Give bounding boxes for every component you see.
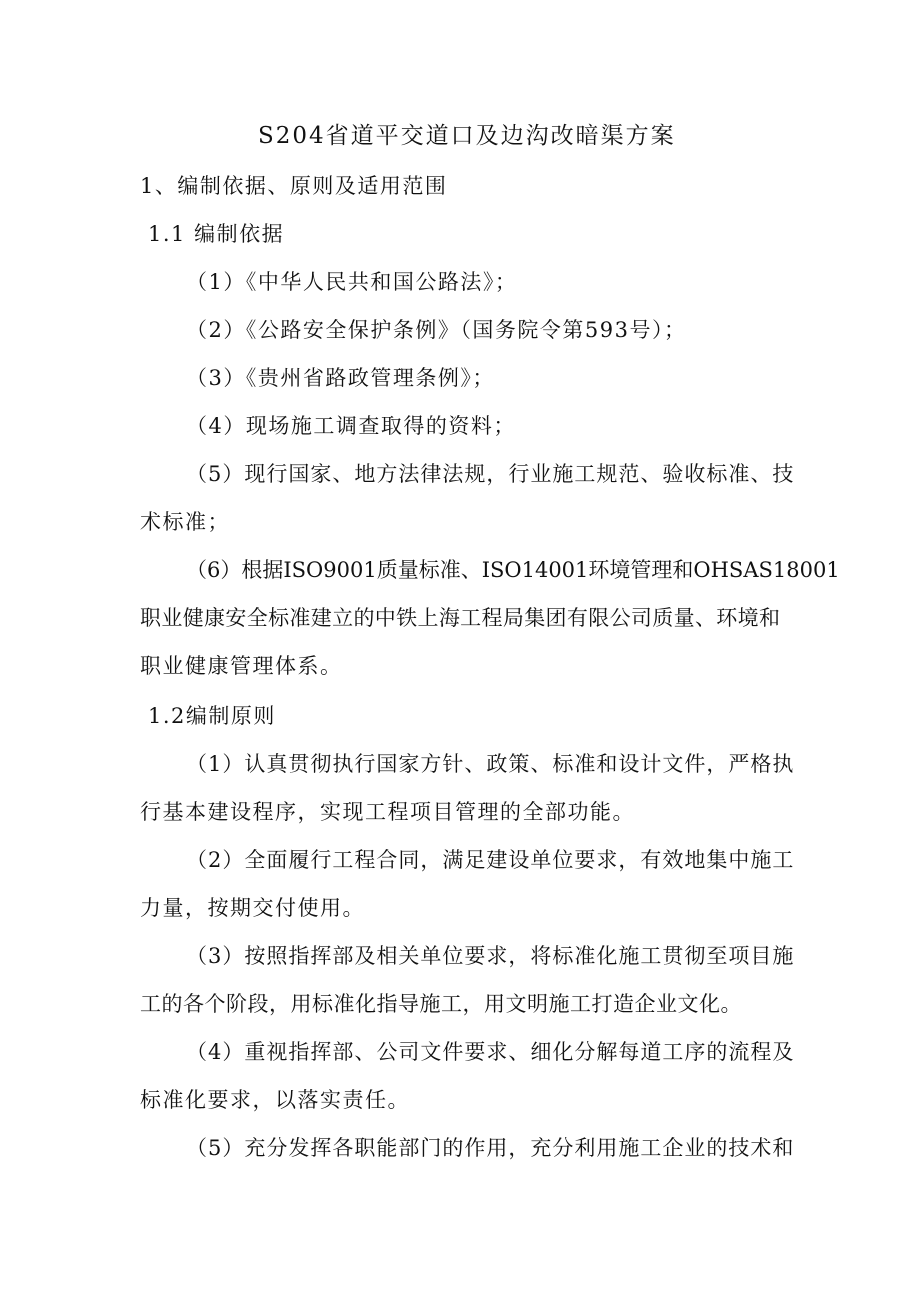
document-title: S204省道平交道口及边沟改暗渠方案 bbox=[258, 123, 676, 149]
section-1-2-heading: 1.2编制原则 bbox=[148, 704, 276, 728]
basis-item-2: （2）《公路安全保护条例》（国务院令第593号）； bbox=[186, 318, 687, 342]
basis-item-1: （1）《中华人民共和国公路法》； bbox=[186, 270, 518, 294]
principle-item-1-line-1: （1）认真贯彻执行国家方针、政策、标准和设计文件，严格执 bbox=[186, 752, 795, 776]
principle-item-3-line-2: 工的各个阶段，用标准化指导施工，用文明施工打造企业文化。 bbox=[140, 992, 742, 1016]
principle-item-1-line-2: 行基本建设程序，实现工程项目管理的全部功能。 bbox=[140, 800, 635, 824]
principle-item-2-line-1: （2）全面履行工程合同，满足建设单位要求，有效地集中施工 bbox=[186, 848, 795, 872]
principle-item-3-line-1: （3）按照指挥部及相关单位要求，将标准化施工贯彻至项目施 bbox=[186, 944, 795, 968]
basis-item-5-line-1: （5）现行国家、地方法律法规，行业施工规范、验收标准、技 bbox=[186, 462, 795, 486]
section-1-1-heading: 1.1 编制依据 bbox=[148, 222, 285, 246]
principle-item-2-line-2: 力量，按期交付使用。 bbox=[140, 896, 365, 920]
basis-item-6-line-2: 职业健康安全标准建立的中铁上海工程局集团有限公司质量、环境和 bbox=[140, 606, 780, 630]
basis-item-6-line-1: （6）根据ISO9001质量标准、ISO14001环境管理和OHSAS18001 bbox=[186, 558, 840, 582]
basis-item-4: （4）现场施工调查取得的资料； bbox=[186, 414, 516, 438]
basis-item-5-line-2: 术标准； bbox=[140, 510, 230, 534]
principle-item-4-line-2: 标准化要求，以落实责任。 bbox=[140, 1088, 410, 1112]
principle-item-5-line-1: （5）充分发挥各职能部门的作用，充分利用施工企业的技术和 bbox=[186, 1136, 795, 1160]
basis-item-6-line-3: 职业健康管理体系。 bbox=[140, 654, 343, 678]
basis-item-3: （3）《贵州省路政管理条例》； bbox=[186, 366, 495, 390]
principle-item-4-line-1: （4）重视指挥部、公司文件要求、细化分解每道工序的流程及 bbox=[186, 1040, 795, 1064]
section-1-heading: 1、编制依据、原则及适用范围 bbox=[140, 174, 448, 198]
